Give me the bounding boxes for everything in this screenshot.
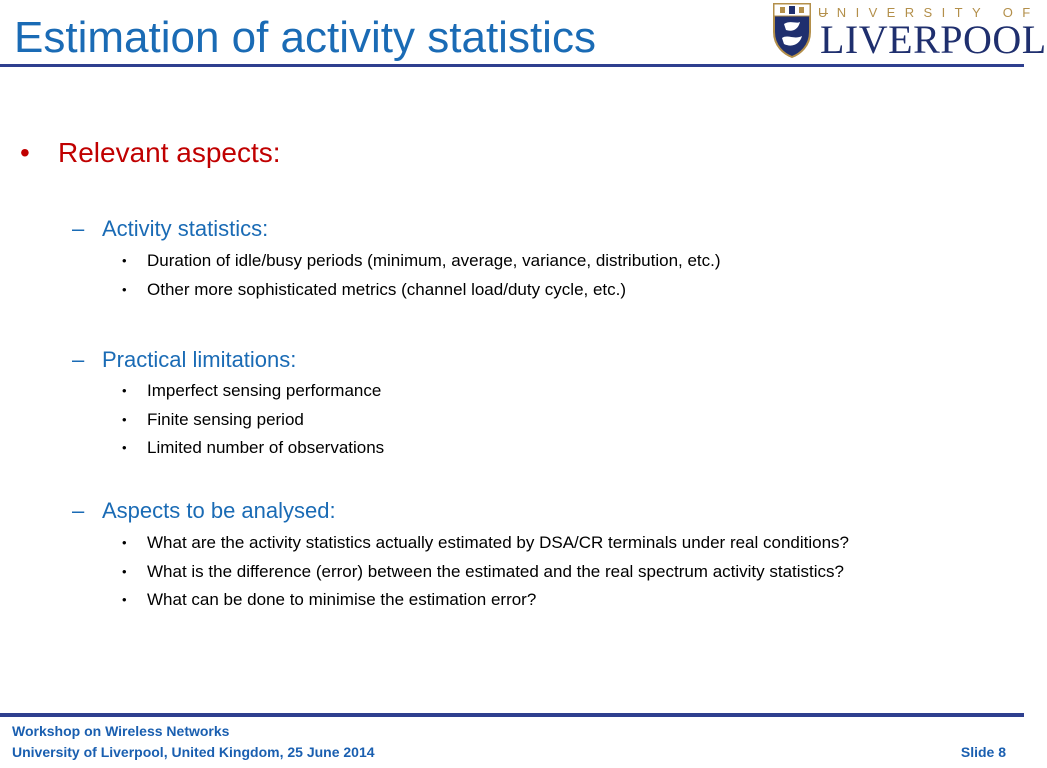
bullet-icon: • (122, 282, 127, 297)
slide-number: Slide 8 (960, 744, 1006, 760)
slide-title: Estimation of activity statistics (14, 13, 596, 62)
dash-icon: – (72, 347, 85, 372)
bullet-icon: • (122, 564, 127, 579)
bullet-icon: • (122, 253, 127, 268)
bullet-icon: • (122, 535, 127, 550)
logo-university-of: UNIVERSITY OF (818, 5, 1040, 20)
footer-event: Workshop on Wireless Networks (12, 723, 230, 739)
bullet-icon: • (122, 440, 127, 455)
logo-liverpool: LIVERPOOL (820, 17, 1047, 62)
main-bullet-text: Relevant aspects: (58, 137, 281, 168)
bullet-icon: • (122, 412, 127, 427)
bullet-icon: • (122, 383, 127, 398)
footer-divider (0, 713, 1024, 717)
dash-icon: – (72, 216, 85, 241)
title-divider (0, 64, 1024, 67)
bullet-icon: • (122, 592, 127, 607)
dash-icon: – (72, 498, 85, 523)
crest-icon (772, 2, 812, 58)
bullet-icon: • (20, 137, 30, 168)
university-logo (770, 0, 1047, 62)
footer-venue-date: University of Liverpool, United Kingdom, 25 June 2014 (12, 744, 375, 760)
